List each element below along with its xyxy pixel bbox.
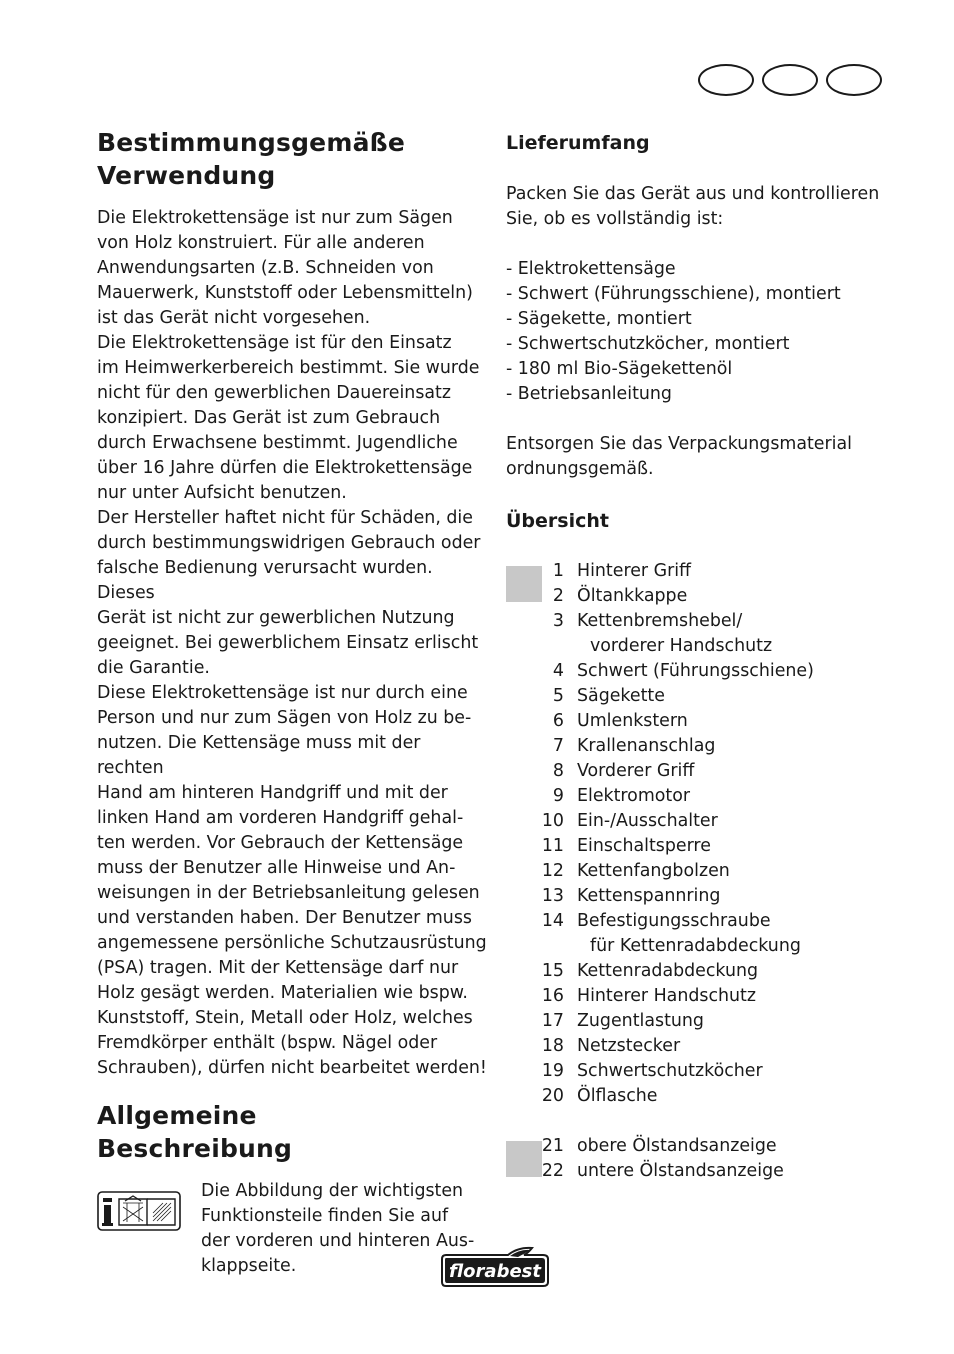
language-oval	[762, 64, 818, 96]
text-line: linken Hand am vorderen Handgriff gehal-	[97, 808, 464, 828]
figure-marker	[506, 566, 542, 602]
part-label: Öltankkappe	[577, 586, 688, 606]
part-label: Schwertschutzköcher	[577, 1061, 763, 1081]
part-label: Netzstecker	[577, 1036, 681, 1056]
part-number: 19	[541, 1061, 564, 1081]
language-oval	[826, 64, 882, 96]
part-number: 15	[541, 961, 564, 981]
part-number: 18	[541, 1036, 564, 1056]
part-label: Kettenfangbolzen	[577, 861, 730, 881]
text-line: nicht für den gewerblichen Dauereinsatz	[97, 383, 451, 403]
heading-line: Bestimmungsgemäße	[97, 128, 405, 157]
part-label: Sägekette	[577, 686, 665, 706]
part-item	[506, 1134, 906, 1159]
text-line: Funktionsteile finden Sie auf	[201, 1206, 449, 1226]
text-line: Packen Sie das Gerät aus und kontrollieren	[506, 184, 880, 204]
language-oval	[698, 64, 754, 96]
part-item	[506, 884, 906, 909]
language-ovals	[698, 64, 882, 96]
text-line: nur unter Aufsicht benutzen.	[97, 483, 347, 503]
list-item: - Schwertschutzköcher, montiert	[506, 334, 790, 354]
part-label: Zugentlastung	[577, 1011, 704, 1031]
text-line: weisungen in der Betriebsanleitung gelesen	[97, 883, 480, 903]
part-item	[506, 909, 906, 934]
part-item	[506, 684, 906, 709]
text-line: geeignet. Bei gewerblichem Einsatz erlischt	[97, 633, 479, 653]
part-item	[506, 559, 906, 584]
part-label: untere Ölstandsanzeige	[577, 1161, 784, 1181]
part-item	[506, 859, 906, 884]
part-label-continued: für Kettenradabdeckung	[590, 936, 801, 956]
text-line: ordnungsgemäß.	[506, 459, 654, 479]
part-item	[506, 1159, 906, 1184]
part-label: Befestigungsschraube	[577, 911, 771, 931]
part-number: 2	[552, 586, 564, 606]
figure-marker	[506, 1141, 542, 1177]
text-line: falsche Bedienung verursacht wurden. Dieses	[97, 558, 433, 603]
scope-list	[506, 257, 906, 407]
part-item	[506, 1059, 906, 1084]
text-line: Entsorgen Sie das Verpackungsmaterial	[506, 434, 852, 454]
text-line: Fremdkörper enthält (bspw. Nägel oder	[97, 1033, 438, 1053]
right-column	[506, 130, 906, 1184]
text-line: Die Elektrokettensäge ist nur zum Sägen	[97, 208, 453, 228]
text-line: durch Erwachsene bestimmt. Jugendliche	[97, 433, 458, 453]
intended-use-text	[97, 206, 487, 1081]
part-label: Hinterer Griff	[577, 561, 692, 581]
text-line: (PSA) tragen. Mit der Kettensäge darf nur	[97, 958, 459, 978]
left-column	[97, 126, 487, 1279]
part-item	[506, 809, 906, 834]
part-item	[506, 984, 906, 1009]
text-line: Die Abbildung der wichtigsten	[201, 1181, 464, 1201]
part-number: 7	[552, 736, 564, 756]
disposal-text	[506, 432, 906, 482]
part-label: Ein-/Ausschalter	[577, 811, 718, 831]
heading-intended-use	[97, 126, 487, 192]
text-line: Die Elektrokettensäge ist für den Einsatz	[97, 333, 452, 353]
part-item	[506, 759, 906, 784]
part-label: Schwert (Führungsschiene)	[577, 661, 814, 681]
text-line: im Heimwerkerbereich bestimmt. Sie wurde	[97, 358, 480, 378]
part-label: Umlenkstern	[577, 711, 688, 731]
part-number: 5	[552, 686, 564, 706]
heading-overview: Übersicht	[506, 510, 609, 532]
text-line: durch bestimmungswidrigen Gebrauch oder	[97, 533, 481, 553]
text-line: nutzen. Die Kettensäge muss mit der rechten	[97, 733, 421, 778]
text-line: Sie, ob es vollständig ist:	[506, 209, 724, 229]
part-item	[506, 959, 906, 984]
list-item: - Sägekette, montiert	[506, 309, 692, 329]
part-number: 17	[541, 1011, 564, 1031]
part-item	[506, 1084, 906, 1109]
text-line: Hand am hinteren Handgriff und mit der	[97, 783, 448, 803]
text-line: Der Hersteller haftet nicht für Schäden, die	[97, 508, 473, 528]
heading-general-description	[97, 1099, 487, 1165]
text-line: Schrauben), dürfen nicht bearbeitet werden!	[97, 1058, 487, 1078]
list-item: - Schwert (Führungsschiene), montiert	[506, 284, 841, 304]
part-label: Kettenbremshebel/	[577, 611, 743, 631]
text-line: Diese Elektrokettensäge ist nur durch eine	[97, 683, 468, 703]
part-label: Ölflasche	[577, 1086, 658, 1106]
part-number: 8	[552, 761, 564, 781]
part-number: 1	[552, 561, 564, 581]
part-number: 12	[541, 861, 564, 881]
part-number: 20	[541, 1086, 564, 1106]
text-line: ten werden. Vor Gebrauch der Kettensäge	[97, 833, 464, 853]
text-line: Holz gesägt werden. Materialien wie bspw.	[97, 983, 468, 1003]
text-line: klappseite.	[201, 1256, 297, 1276]
info-book-icon	[97, 1191, 181, 1231]
list-item: - Elektrokettensäge	[506, 259, 676, 279]
part-item	[506, 659, 906, 684]
part-label: Elektromotor	[577, 786, 691, 806]
part-label: Hinterer Handschutz	[577, 986, 757, 1006]
part-number: 6	[552, 711, 564, 731]
text-line: konzipiert. Das Gerät ist zum Gebrauch	[97, 408, 441, 428]
info-note	[97, 1179, 487, 1279]
parts-list	[506, 559, 906, 1109]
part-number: 4	[552, 661, 564, 681]
text-line: Kunststoff, Stein, Metall oder Holz, welches	[97, 1008, 473, 1028]
part-label: Krallenanschlag	[577, 736, 716, 756]
part-number: 22	[541, 1161, 564, 1181]
scope-intro	[506, 182, 906, 232]
list-item: - Betriebsanleitung	[506, 384, 672, 404]
part-label: obere Ölstandsanzeige	[577, 1136, 777, 1156]
florabest-logo	[438, 1245, 551, 1288]
text-line: Gerät ist nicht zur gewerblichen Nutzung	[97, 608, 455, 628]
part-number: 3	[552, 611, 564, 631]
part-number: 9	[552, 786, 564, 806]
text-line: die Garantie.	[97, 658, 210, 678]
text-line: über 16 Jahre dürfen die Elektrokettensäge	[97, 458, 473, 478]
text-line: der vorderen und hinteren Aus-	[201, 1231, 475, 1251]
part-label: Kettenradabdeckung	[577, 961, 759, 981]
part-item	[506, 584, 906, 609]
part-item	[506, 834, 906, 859]
heading-line: Verwendung	[97, 161, 276, 190]
part-number: 10	[541, 811, 564, 831]
list-item: - 180 ml Bio-Sägekettenöl	[506, 359, 733, 379]
part-label: Einschaltsperre	[577, 836, 711, 856]
part-item	[506, 734, 906, 759]
text-line: von Holz konstruiert. Für alle anderen	[97, 233, 425, 253]
text-line: angemessene persönliche Schutzausrüstung	[97, 933, 487, 953]
part-item	[506, 609, 906, 634]
part-number: 16	[541, 986, 564, 1006]
part-label: Kettenspannring	[577, 886, 721, 906]
part-number: 13	[541, 886, 564, 906]
text-line: muss der Benutzer alle Hinweise und An-	[97, 858, 456, 878]
svg-text:florabest: florabest	[449, 1261, 541, 1282]
part-item	[506, 1009, 906, 1034]
part-number: 21	[541, 1136, 564, 1156]
part-item	[506, 709, 906, 734]
text-line: ist das Gerät nicht vorgesehen.	[97, 308, 371, 328]
text-line: Person und nur zum Sägen von Holz zu be-	[97, 708, 472, 728]
text-line: Mauerwerk, Kunststoff oder Lebensmitteln)	[97, 283, 473, 303]
part-number: 11	[541, 836, 564, 856]
heading-line: Beschreibung	[97, 1134, 293, 1163]
part-item	[506, 1034, 906, 1059]
heading-scope-of-delivery: Lieferumfang	[506, 132, 650, 154]
parts-list-oil	[506, 1134, 906, 1184]
part-item	[506, 784, 906, 809]
text-line: Anwendungsarten (z.B. Schneiden von	[97, 258, 434, 278]
part-label: Vorderer Griff	[577, 761, 695, 781]
part-label-continued: vorderer Handschutz	[590, 636, 773, 656]
text-line: und verstanden haben. Der Benutzer muss	[97, 908, 472, 928]
heading-line: Allgemeine	[97, 1101, 257, 1130]
part-number: 14	[541, 911, 564, 931]
